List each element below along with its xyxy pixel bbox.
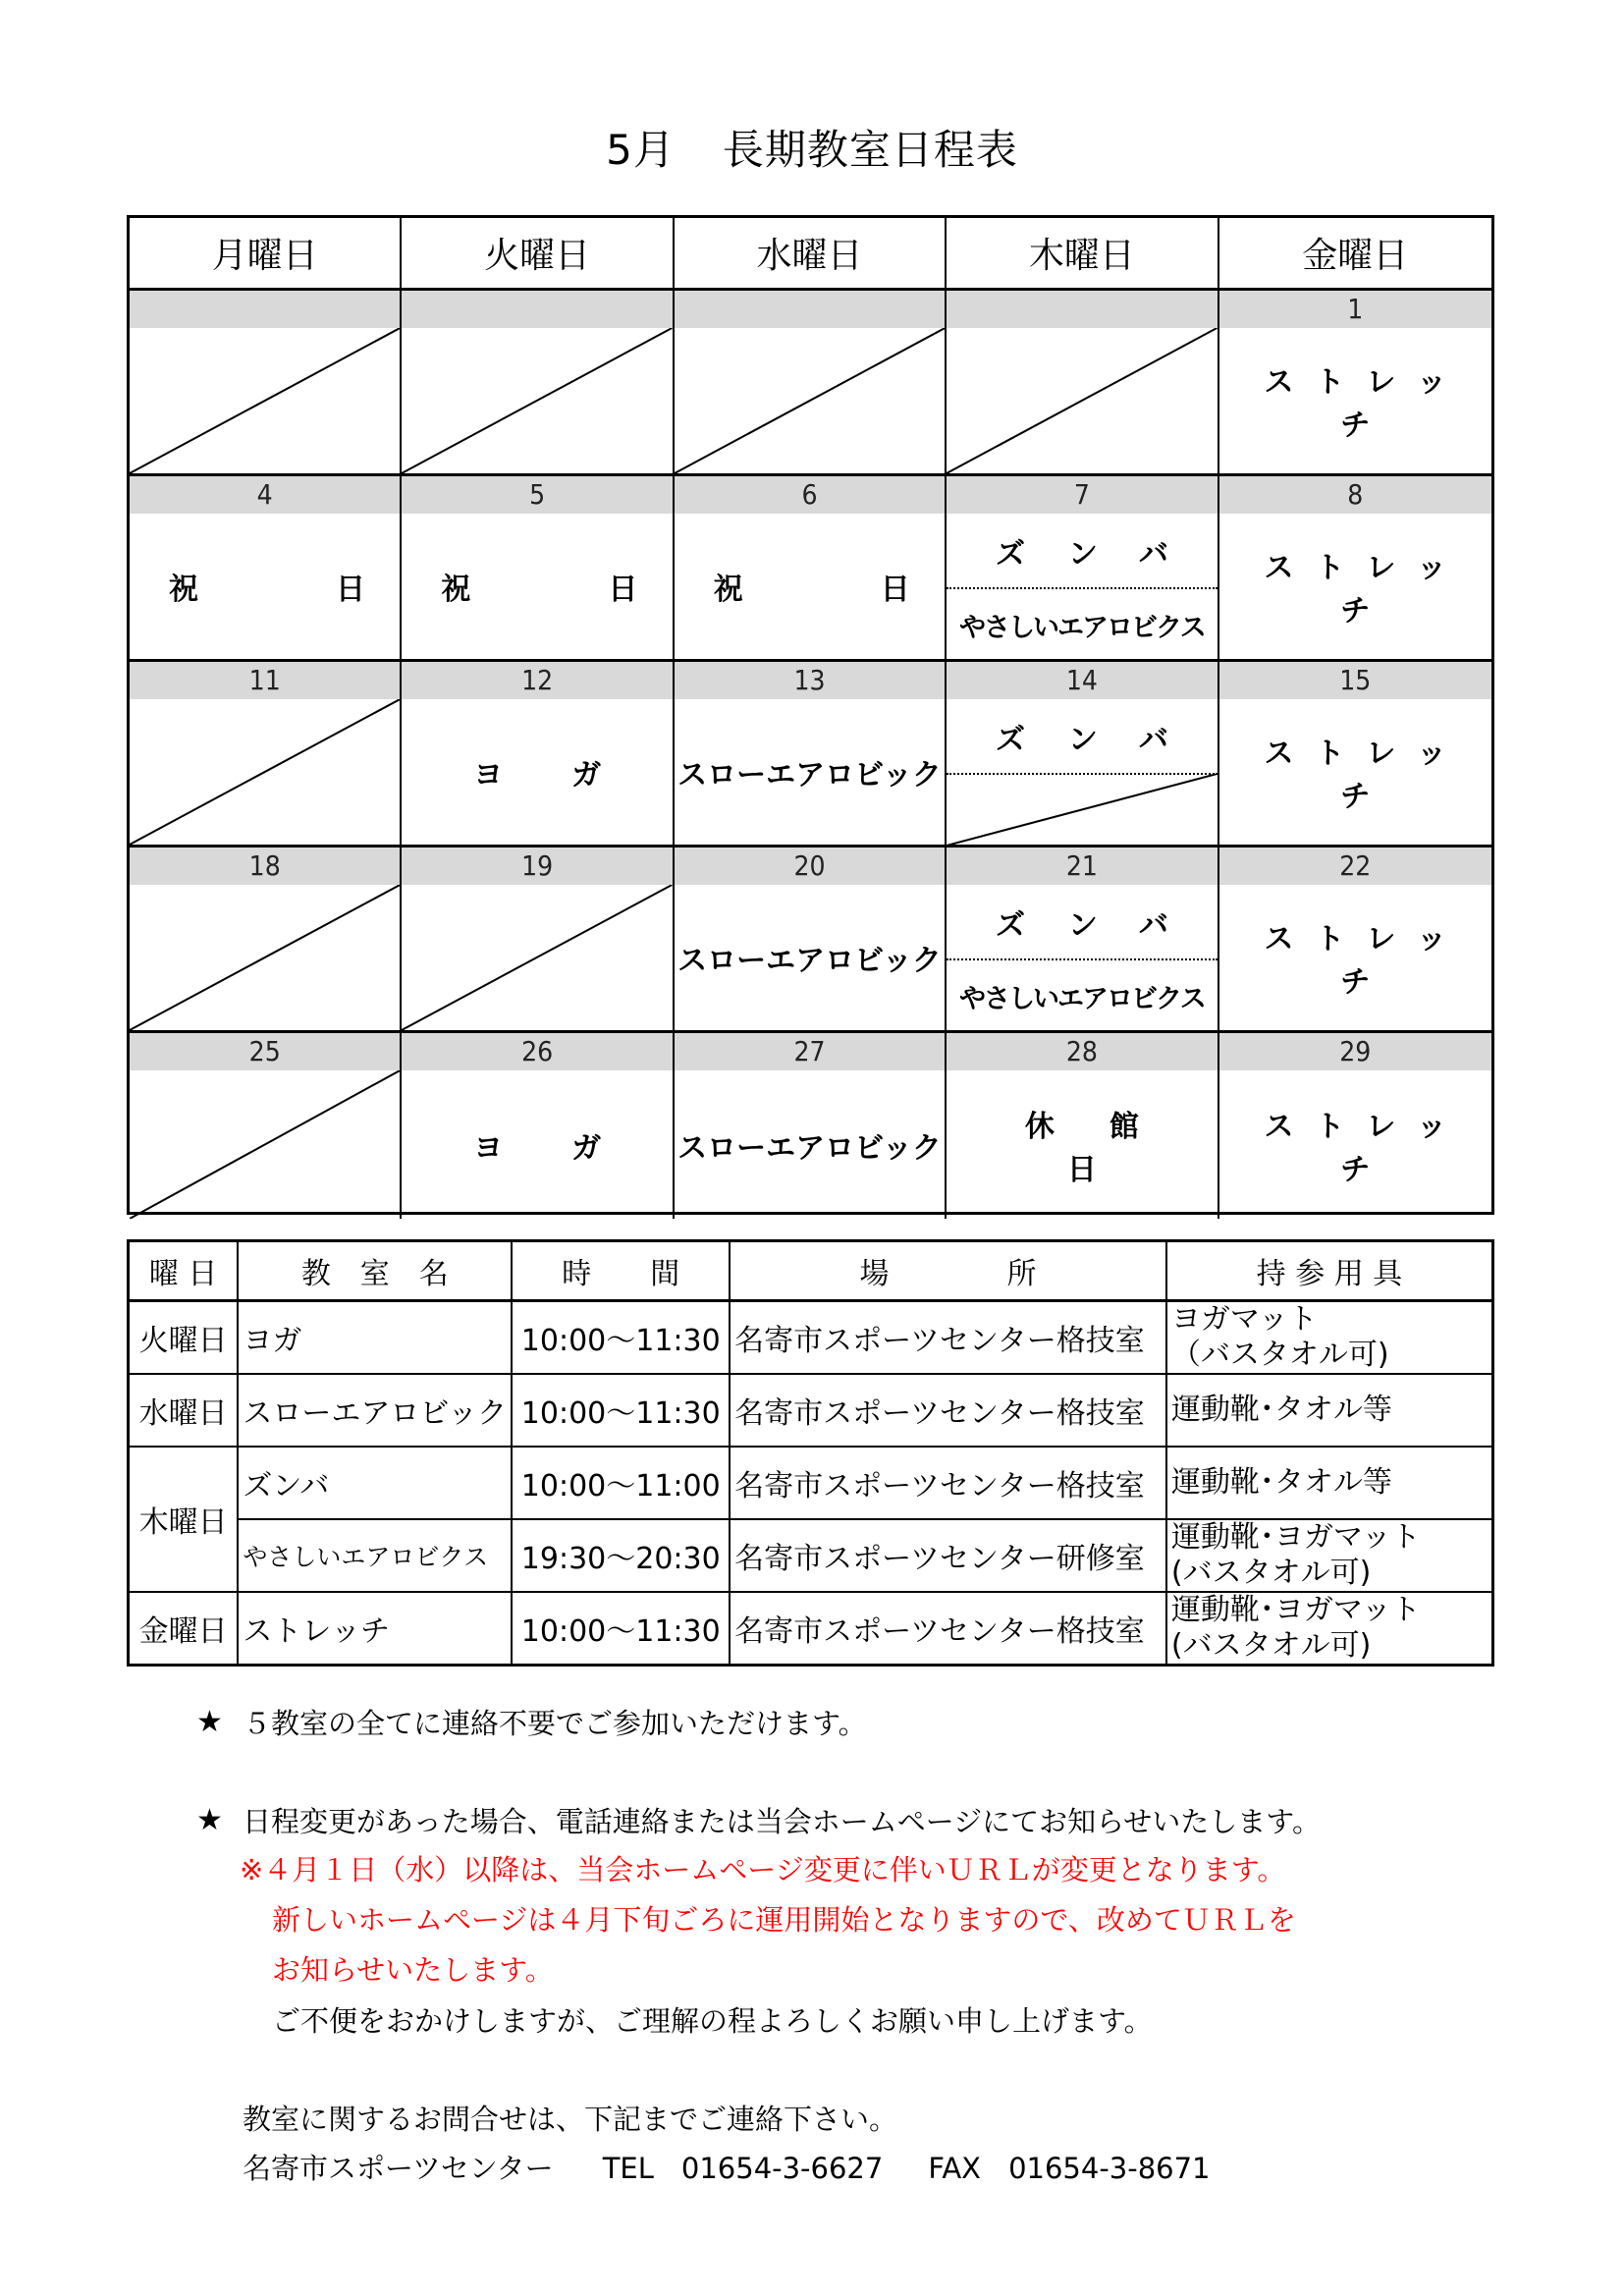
no-class-slash <box>675 328 945 473</box>
calendar-day <box>947 291 1218 473</box>
contact-intro: 教室に関するお問合せは、下記までご連絡下さい。 <box>243 2103 898 2136</box>
calendar-day <box>1219 1033 1491 1219</box>
row-time: 10:00～11:30 <box>512 1374 730 1447</box>
row-place: 名寄市スポーツセンター研修室 <box>730 1519 1166 1592</box>
day-content <box>675 328 945 473</box>
row-class-name: やさしいエアロビクス <box>238 1519 512 1592</box>
class-label: ストレッチ <box>1264 365 1469 443</box>
class-label-top: ズンバ <box>995 536 1212 572</box>
day-content <box>675 885 945 1030</box>
star-icon: ★ <box>196 1705 223 1739</box>
weekday-tuesday: 火曜日 <box>402 218 674 288</box>
row-place: 名寄市スポーツセンター格技室 <box>730 1447 1166 1519</box>
calendar-day <box>947 662 1218 845</box>
day-content <box>675 699 945 845</box>
title-text: 長期教室日程表 <box>722 126 1018 174</box>
holiday-label <box>130 514 400 659</box>
row-class-name: ヨガ <box>238 1301 512 1375</box>
calendar-day <box>402 1033 674 1219</box>
calendar-day <box>1219 476 1491 659</box>
calendar-day <box>947 476 1218 659</box>
header-supplies: 持 参 用 具 <box>1166 1241 1493 1301</box>
calendar-day <box>402 291 674 473</box>
day-content <box>402 1070 672 1219</box>
day-content <box>130 514 400 659</box>
day-content <box>130 1070 400 1219</box>
holiday-char: 祝 <box>713 573 743 607</box>
note-url-change: ※４月１日（水）以降は、当会ホームページ変更に伴いＵＲＬが変更となります。 <box>240 1853 1286 1886</box>
calendar-day <box>1219 847 1491 1030</box>
class-label: ストレッチ <box>1264 922 1469 1000</box>
day-content <box>1219 514 1491 659</box>
day-number <box>402 291 672 328</box>
calendar-day <box>130 847 402 1030</box>
class-label: ヨガ <box>473 1130 671 1166</box>
table-row <box>129 1301 1493 1375</box>
calendar-day <box>402 662 674 845</box>
day-content <box>675 514 945 659</box>
calendar-day <box>675 662 947 845</box>
row-place: 名寄市スポーツセンター格技室 <box>730 1301 1166 1375</box>
holiday-char: 日 <box>336 573 365 607</box>
calendar-week <box>130 476 1491 662</box>
day-number: 26 <box>402 1033 672 1070</box>
day-number: 28 <box>947 1033 1217 1070</box>
day-number: 19 <box>402 847 672 885</box>
header-place: 場 所 <box>730 1241 1166 1301</box>
weekday-monday: 月曜日 <box>130 218 402 288</box>
day-number: 8 <box>1219 476 1491 514</box>
note-schedule-change: 日程変更があった場合、電話連絡または当会ホームページにてお知らせいたします。 <box>243 1805 1321 1838</box>
class-label: ヨガ <box>473 758 671 793</box>
day-number: 6 <box>675 476 945 514</box>
row-supplies <box>1166 1592 1493 1666</box>
note-apology: ご不便をおかけしますが、ご理解の程よろしくお願い申し上げます。 <box>272 2004 1153 2038</box>
day-content <box>947 1070 1217 1219</box>
day-number: 1 <box>1219 291 1491 328</box>
calendar-day <box>130 291 402 473</box>
supplies-line: (バスタオル可) <box>1170 1556 1372 1590</box>
row-class-name: ストレッチ <box>238 1592 512 1666</box>
tel-number: 01654-3-6627 <box>680 2152 884 2185</box>
calendar-day <box>130 662 402 845</box>
table-row <box>129 1519 1493 1592</box>
no-class-slash <box>130 699 400 845</box>
supplies-line: （バスタオル可) <box>1170 1338 1389 1372</box>
schedule-header-row <box>129 1241 1493 1301</box>
day-number: 29 <box>1219 1033 1491 1070</box>
day-number <box>947 291 1217 328</box>
no-class-slash <box>947 774 1217 845</box>
row-day: 水曜日 <box>129 1374 239 1447</box>
no-class-slash <box>402 328 672 473</box>
holiday-char: 日 <box>608 573 638 607</box>
star-icon: ★ <box>196 1803 223 1837</box>
weekday-friday: 金曜日 <box>1302 236 1409 276</box>
no-class-slash <box>947 328 1217 473</box>
no-class-slash <box>402 885 672 1030</box>
class-schedule-table <box>127 1239 1494 1667</box>
class-label: スローエアロビック <box>677 758 942 793</box>
calendar <box>127 215 1494 1215</box>
closed-day-label: 休館日 <box>1024 1109 1194 1187</box>
day-number <box>130 291 400 328</box>
calendar-day <box>675 847 947 1030</box>
day-number: 25 <box>130 1033 400 1070</box>
page-title <box>0 123 1624 178</box>
calendar-day <box>402 476 674 659</box>
table-row <box>129 1592 1493 1666</box>
no-class-slash <box>130 1070 400 1219</box>
header-day: 曜 日 <box>129 1241 239 1301</box>
holiday-char: 祝 <box>169 573 198 607</box>
supplies-line: 運動靴･タオル等 <box>1170 1393 1392 1427</box>
calendar-day <box>130 476 402 659</box>
class-label-bottom: やさしいエアロビクス <box>959 612 1205 643</box>
class-label: ストレッチ <box>1264 737 1469 814</box>
row-class-name: ズンバ <box>238 1447 512 1519</box>
day-number: 21 <box>947 847 1217 885</box>
day-number: 5 <box>402 476 672 514</box>
title-month: 5月 <box>606 126 676 174</box>
day-content <box>1219 885 1491 1030</box>
note-participation: ５教室の全てに連絡不要でご参加いただけます。 <box>243 1707 867 1740</box>
day-content <box>1219 328 1491 473</box>
day-number: 14 <box>947 662 1217 699</box>
day-number: 27 <box>675 1033 945 1070</box>
day-number <box>675 291 945 328</box>
row-place: 名寄市スポーツセンター格技室 <box>730 1592 1166 1666</box>
note-announce: お知らせいたします。 <box>272 1953 554 1987</box>
calendar-day <box>1219 662 1491 845</box>
day-number: 11 <box>130 662 400 699</box>
row-day: 火曜日 <box>129 1301 239 1375</box>
header-time: 時 間 <box>512 1241 730 1301</box>
row-supplies <box>1166 1301 1493 1375</box>
row-time: 10:00～11:30 <box>512 1592 730 1666</box>
row-supplies <box>1166 1447 1493 1519</box>
calendar-header <box>130 218 1491 291</box>
class-label-bottom: やさしいエアロビクス <box>959 983 1205 1014</box>
holiday-char: 日 <box>880 573 910 607</box>
day-content <box>1219 699 1491 845</box>
table-row <box>129 1447 1493 1519</box>
weekday-wednesday: 水曜日 <box>675 218 947 288</box>
day-number: 7 <box>947 476 1217 514</box>
day-content <box>947 514 1217 659</box>
row-class-name: スローエアロビック <box>238 1374 512 1447</box>
holiday-char: 祝 <box>441 573 471 607</box>
day-content <box>130 699 400 845</box>
day-content <box>675 1070 945 1219</box>
class-label-top: ズンバ <box>995 907 1212 943</box>
row-time: 10:00～11:00 <box>512 1447 730 1519</box>
day-content <box>402 699 672 845</box>
calendar-day <box>675 476 947 659</box>
day-content <box>130 885 400 1030</box>
supplies-line: 運動靴･ヨガマット <box>1170 1520 1421 1555</box>
supplies-line: ヨガマット <box>1170 1302 1318 1337</box>
row-place: 名寄市スポーツセンター格技室 <box>730 1374 1166 1447</box>
day-number: 4 <box>130 476 400 514</box>
header-class-name: 教 室 名 <box>238 1241 512 1301</box>
day-number: 20 <box>675 847 945 885</box>
row-day: 木曜日 <box>129 1447 239 1592</box>
day-content <box>130 328 400 473</box>
day-content <box>947 699 1217 845</box>
day-content <box>402 514 672 659</box>
class-label-top: ズンバ <box>995 722 1212 757</box>
holiday-label <box>402 514 672 659</box>
tel-label: TEL <box>602 2152 654 2185</box>
calendar-week <box>130 1033 1491 1219</box>
day-number: 18 <box>130 847 400 885</box>
calendar-week <box>130 662 1491 847</box>
calendar-day <box>402 847 674 1030</box>
calendar-week <box>130 291 1491 476</box>
no-class-slash <box>130 885 400 1030</box>
class-label: ストレッチ <box>1264 551 1469 629</box>
weekday-thursday: 木曜日 <box>947 218 1218 288</box>
day-content <box>1219 1070 1491 1219</box>
supplies-line: 運動靴･ヨガマット <box>1170 1593 1421 1627</box>
supplies-line: 運動靴･タオル等 <box>1170 1465 1392 1500</box>
class-label: スローエアロビック <box>677 944 942 978</box>
calendar-day <box>675 291 947 473</box>
calendar-day <box>675 1033 947 1219</box>
day-content <box>402 328 672 473</box>
day-number: 15 <box>1219 662 1491 699</box>
calendar-day <box>947 847 1218 1030</box>
day-number: 13 <box>675 662 945 699</box>
day-number: 12 <box>402 662 672 699</box>
class-label: スローエアロビック <box>677 1130 942 1166</box>
calendar-day <box>1219 291 1491 473</box>
calendar-week <box>130 847 1491 1033</box>
note-new-homepage: 新しいホームページは４月下旬ごろに運用開始となりますので、改めてＵＲＬを <box>272 1903 1296 1937</box>
row-time: 19:30～20:30 <box>512 1519 730 1592</box>
contact-name: 名寄市スポーツセンター <box>243 2152 554 2185</box>
fax-label: FAX <box>928 2152 982 2185</box>
calendar-day <box>947 1033 1218 1219</box>
fax-number: 01654-3-8671 <box>1008 2152 1211 2185</box>
no-class-slash <box>130 328 400 473</box>
calendar-day <box>130 1033 402 1219</box>
row-day: 金曜日 <box>129 1592 239 1666</box>
day-content <box>947 885 1217 1030</box>
row-time: 10:00～11:30 <box>512 1301 730 1375</box>
row-supplies <box>1166 1374 1493 1447</box>
class-label: ストレッチ <box>1264 1109 1469 1187</box>
day-content <box>947 328 1217 473</box>
contact-line <box>243 2149 1211 2188</box>
row-supplies <box>1166 1519 1493 1592</box>
day-number: 22 <box>1219 847 1491 885</box>
holiday-label <box>675 514 945 659</box>
supplies-line: (バスタオル可) <box>1170 1628 1372 1663</box>
table-row <box>129 1374 1493 1447</box>
day-content <box>402 885 672 1030</box>
